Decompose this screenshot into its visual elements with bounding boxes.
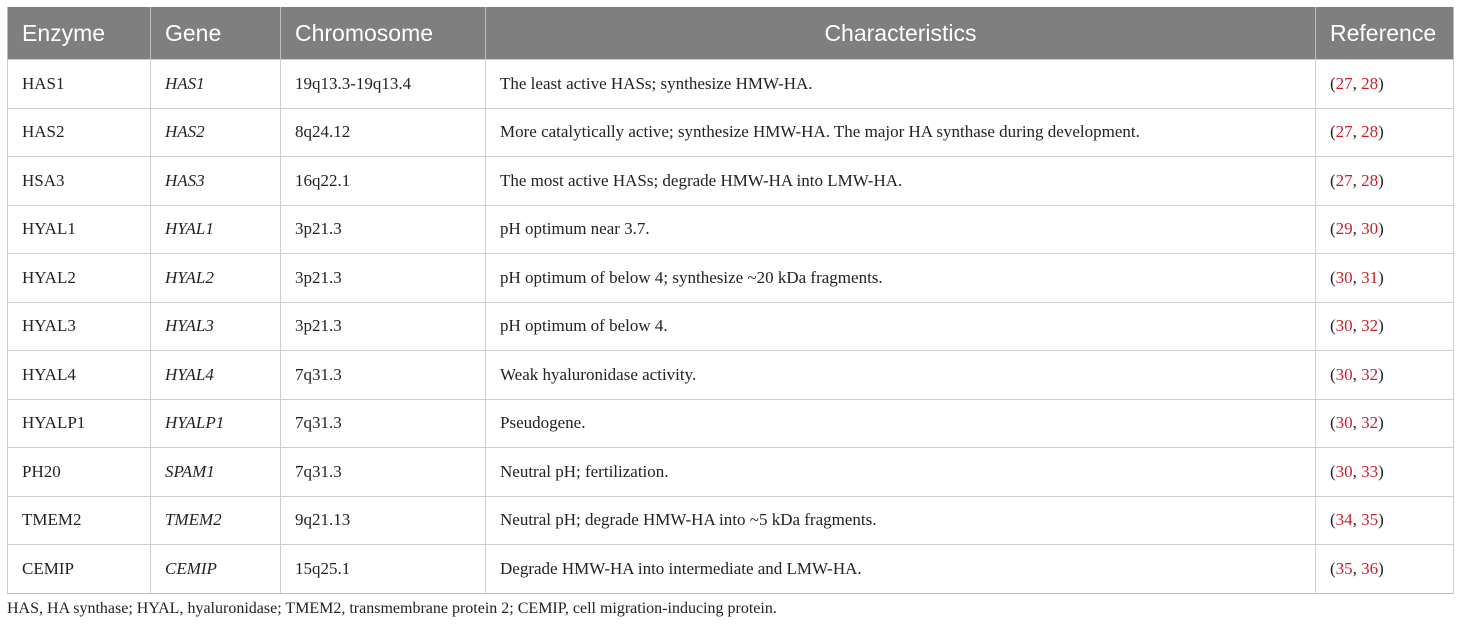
reference-separator: , bbox=[1352, 558, 1362, 578]
reference-open-paren: ( bbox=[1330, 267, 1336, 287]
characteristics-cell: Weak hyaluronidase activity. bbox=[486, 351, 1316, 400]
reference-close-paren: ) bbox=[1378, 558, 1384, 578]
enzyme-cell: HYAL3 bbox=[8, 302, 151, 351]
reference-link[interactable]: 30 bbox=[1335, 413, 1353, 433]
reference-separator: , bbox=[1352, 316, 1362, 336]
reference-close-paren: ) bbox=[1378, 364, 1384, 384]
reference-separator: , bbox=[1352, 219, 1362, 239]
gene-cell: HYAL1 bbox=[151, 205, 281, 254]
reference-open-paren: ( bbox=[1330, 219, 1336, 239]
reference-link[interactable]: 28 bbox=[1361, 122, 1379, 142]
enzyme-cell: HAS2 bbox=[8, 108, 151, 157]
reference-link[interactable]: 27 bbox=[1335, 170, 1353, 190]
characteristics-cell: pH optimum of below 4; synthesize ~20 kDa fragments. bbox=[486, 254, 1316, 303]
table-row bbox=[8, 254, 1454, 303]
column-header-reference: Reference bbox=[1316, 7, 1454, 60]
chromosome-cell: 7q31.3 bbox=[281, 448, 486, 497]
reference-cell bbox=[1316, 448, 1454, 497]
reference-open-paren: ( bbox=[1330, 170, 1336, 190]
gene-cell: HYAL3 bbox=[151, 302, 281, 351]
reference-separator: , bbox=[1352, 413, 1362, 433]
reference-separator: , bbox=[1352, 267, 1362, 287]
characteristics-cell: More catalytically active; synthesize HMW-HA. The major HA synthase during development. bbox=[486, 108, 1316, 157]
reference-link[interactable]: 28 bbox=[1361, 170, 1379, 190]
table-row bbox=[8, 448, 1454, 497]
enzyme-cell: HYAL1 bbox=[8, 205, 151, 254]
characteristics-cell: Neutral pH; fertilization. bbox=[486, 448, 1316, 497]
reference-link[interactable]: 28 bbox=[1361, 73, 1379, 93]
chromosome-cell: 7q31.3 bbox=[281, 399, 486, 448]
chromosome-cell: 9q21.13 bbox=[281, 496, 486, 545]
gene-cell: HAS2 bbox=[151, 108, 281, 157]
column-header-enzyme: Enzyme bbox=[8, 7, 151, 60]
reference-close-paren: ) bbox=[1378, 461, 1384, 481]
reference-link[interactable]: 30 bbox=[1335, 267, 1353, 287]
chromosome-cell: 15q25.1 bbox=[281, 545, 486, 594]
enzyme-cell: HYAL4 bbox=[8, 351, 151, 400]
reference-link[interactable]: 36 bbox=[1361, 558, 1379, 578]
reference-cell bbox=[1316, 496, 1454, 545]
reference-cell bbox=[1316, 60, 1454, 109]
gene-cell: TMEM2 bbox=[151, 496, 281, 545]
reference-close-paren: ) bbox=[1378, 170, 1384, 190]
enzyme-cell: HYAL2 bbox=[8, 254, 151, 303]
table-row bbox=[8, 60, 1454, 109]
reference-link[interactable]: 30 bbox=[1335, 461, 1353, 481]
column-header-gene: Gene bbox=[151, 7, 281, 60]
gene-cell: CEMIP bbox=[151, 545, 281, 594]
reference-cell bbox=[1316, 302, 1454, 351]
reference-separator: , bbox=[1352, 510, 1362, 530]
characteristics-cell: pH optimum of below 4. bbox=[486, 302, 1316, 351]
chromosome-cell: 19q13.3-19q13.4 bbox=[281, 60, 486, 109]
reference-link[interactable]: 34 bbox=[1335, 510, 1353, 530]
reference-cell bbox=[1316, 157, 1454, 206]
enzyme-cell: HYALP1 bbox=[8, 399, 151, 448]
characteristics-cell: Pseudogene. bbox=[486, 399, 1316, 448]
gene-cell: HYAL4 bbox=[151, 351, 281, 400]
gene-cell: HYAL2 bbox=[151, 254, 281, 303]
reference-link[interactable]: 30 bbox=[1335, 364, 1353, 384]
enzyme-cell: CEMIP bbox=[8, 545, 151, 594]
chromosome-cell: 16q22.1 bbox=[281, 157, 486, 206]
column-header-characteristics: Characteristics bbox=[486, 7, 1316, 60]
reference-close-paren: ) bbox=[1378, 122, 1384, 142]
characteristics-cell: Degrade HMW-HA into intermediate and LMW-HA. bbox=[486, 545, 1316, 594]
reference-open-paren: ( bbox=[1330, 316, 1336, 336]
enzyme-table bbox=[7, 7, 1454, 594]
table-row bbox=[8, 545, 1454, 594]
reference-close-paren: ) bbox=[1378, 316, 1384, 336]
gene-cell: HYALP1 bbox=[151, 399, 281, 448]
table-row bbox=[8, 108, 1454, 157]
chromosome-cell: 3p21.3 bbox=[281, 302, 486, 351]
reference-link[interactable]: 33 bbox=[1361, 461, 1379, 481]
reference-close-paren: ) bbox=[1378, 413, 1384, 433]
table-row bbox=[8, 205, 1454, 254]
table-row bbox=[8, 496, 1454, 545]
column-header-chromosome: Chromosome bbox=[281, 7, 486, 60]
chromosome-cell: 7q31.3 bbox=[281, 351, 486, 400]
reference-open-paren: ( bbox=[1330, 73, 1336, 93]
reference-link[interactable]: 32 bbox=[1361, 316, 1379, 336]
reference-cell bbox=[1316, 254, 1454, 303]
table-header-row bbox=[8, 7, 1454, 60]
reference-cell bbox=[1316, 205, 1454, 254]
enzyme-cell: PH20 bbox=[8, 448, 151, 497]
reference-open-paren: ( bbox=[1330, 364, 1336, 384]
reference-cell bbox=[1316, 399, 1454, 448]
reference-open-paren: ( bbox=[1330, 558, 1336, 578]
table-footnote: HAS, HA synthase; HYAL, hyaluronidase; TMEM2, transmembrane protein 2; CEMIP, cell migration-inducing protein. bbox=[7, 600, 777, 617]
reference-cell bbox=[1316, 545, 1454, 594]
enzyme-cell: TMEM2 bbox=[8, 496, 151, 545]
table-row bbox=[8, 399, 1454, 448]
chromosome-cell: 3p21.3 bbox=[281, 254, 486, 303]
reference-open-paren: ( bbox=[1330, 461, 1336, 481]
characteristics-cell: pH optimum near 3.7. bbox=[486, 205, 1316, 254]
reference-cell bbox=[1316, 351, 1454, 400]
gene-cell: HAS3 bbox=[151, 157, 281, 206]
reference-link[interactable]: 31 bbox=[1361, 267, 1379, 287]
reference-link[interactable]: 30 bbox=[1335, 316, 1353, 336]
chromosome-cell: 8q24.12 bbox=[281, 108, 486, 157]
enzyme-cell: HAS1 bbox=[8, 60, 151, 109]
table-row bbox=[8, 302, 1454, 351]
reference-cell bbox=[1316, 108, 1454, 157]
reference-link[interactable]: 27 bbox=[1335, 73, 1353, 93]
reference-close-paren: ) bbox=[1378, 267, 1384, 287]
characteristics-cell: The most active HASs; degrade HMW-HA into LMW-HA. bbox=[486, 157, 1316, 206]
reference-link[interactable]: 32 bbox=[1361, 413, 1379, 433]
reference-link[interactable]: 35 bbox=[1361, 510, 1379, 530]
reference-open-paren: ( bbox=[1330, 413, 1336, 433]
characteristics-cell: The least active HASs; synthesize HMW-HA. bbox=[486, 60, 1316, 109]
table-row bbox=[8, 157, 1454, 206]
reference-link[interactable]: 30 bbox=[1361, 219, 1379, 239]
reference-close-paren: ) bbox=[1378, 510, 1384, 530]
reference-open-paren: ( bbox=[1330, 510, 1336, 530]
reference-link[interactable]: 32 bbox=[1361, 364, 1379, 384]
reference-close-paren: ) bbox=[1378, 73, 1384, 93]
reference-separator: , bbox=[1352, 461, 1362, 481]
enzyme-cell: HSA3 bbox=[8, 157, 151, 206]
gene-cell: HAS1 bbox=[151, 60, 281, 109]
table-row bbox=[8, 351, 1454, 400]
reference-link[interactable]: 29 bbox=[1335, 219, 1353, 239]
characteristics-cell: Neutral pH; degrade HMW-HA into ~5 kDa fragments. bbox=[486, 496, 1316, 545]
reference-close-paren: ) bbox=[1378, 219, 1384, 239]
reference-link[interactable]: 27 bbox=[1335, 122, 1353, 142]
reference-open-paren: ( bbox=[1330, 122, 1336, 142]
reference-link[interactable]: 35 bbox=[1335, 558, 1353, 578]
reference-separator: , bbox=[1352, 364, 1362, 384]
gene-cell: SPAM1 bbox=[151, 448, 281, 497]
reference-separator: , bbox=[1352, 170, 1362, 190]
chromosome-cell: 3p21.3 bbox=[281, 205, 486, 254]
reference-separator: , bbox=[1352, 122, 1362, 142]
reference-separator: , bbox=[1352, 73, 1362, 93]
